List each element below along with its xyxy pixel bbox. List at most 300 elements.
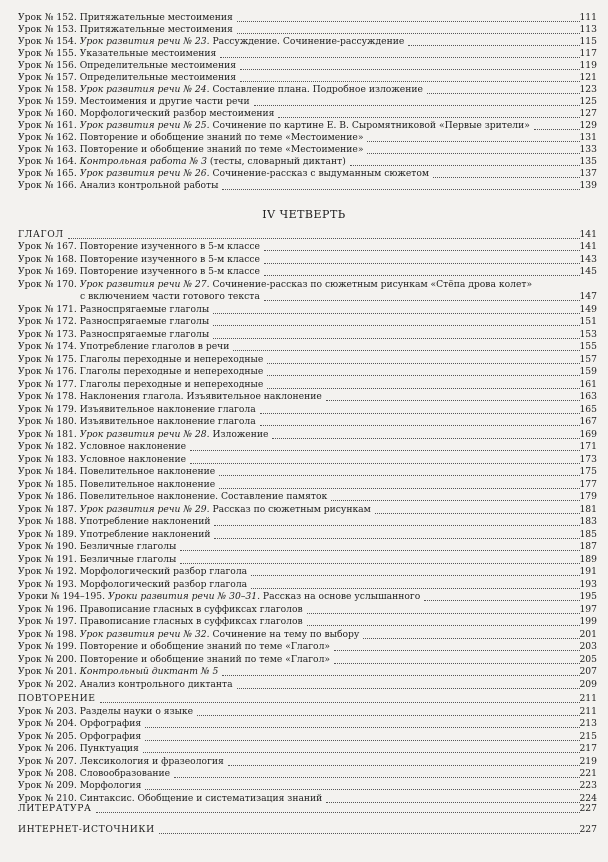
toc-entry-title	[18, 240, 260, 253]
toc-entry[interactable]	[0, 628, 608, 641]
toc-entry-title	[18, 490, 327, 503]
toc-page-number: 155	[579, 341, 597, 352]
toc-entry[interactable]	[0, 503, 608, 516]
toc-page-number: 189	[579, 553, 597, 565]
toc-entry-title	[18, 590, 420, 603]
toc-entry-title	[18, 428, 268, 441]
toc-entry[interactable]	[0, 767, 608, 780]
lesson-number: Урок № 154.	[18, 36, 80, 47]
toc-page-number: 227	[579, 803, 597, 814]
toc-entry-title	[18, 742, 139, 755]
toc-page-number: 135	[579, 156, 597, 167]
lesson-topic: Местоимения и другие части речи	[79, 96, 250, 107]
dot-leader	[408, 45, 580, 46]
toc-page-number: 119	[579, 60, 597, 71]
lesson-number: Урок № 178.	[18, 391, 80, 402]
lesson-number: Урок № 193.	[18, 578, 80, 590]
dot-leader	[237, 21, 580, 22]
toc-header-label: ПОВТОРЕНИЕ	[18, 693, 96, 704]
lesson-topic: Безличные глаголы	[79, 553, 177, 565]
toc-entry-title	[18, 678, 233, 691]
lesson-topic: Рассказ по сюжетным рисункам	[209, 503, 371, 515]
lesson-number: Урок № 203.	[18, 706, 80, 717]
lesson-number: Урок № 156.	[18, 60, 80, 71]
lesson-topic: Глаголы переходные и непереходные	[79, 353, 264, 365]
toc-page-number: 227	[579, 824, 597, 835]
toc-entry[interactable]	[0, 528, 608, 541]
toc-page-number: 175	[579, 466, 597, 477]
toc-page-number: 221	[579, 768, 597, 779]
toc-page-number: 203	[579, 641, 597, 652]
lesson-topic: Наклонения глагола. Изъявительное наклонение	[79, 391, 322, 402]
toc-entry[interactable]	[0, 678, 608, 691]
lesson-number: Урок № 171.	[18, 303, 80, 315]
toc-entry[interactable]	[0, 415, 608, 428]
dot-leader	[240, 81, 580, 82]
dot-leader	[240, 69, 580, 70]
lesson-number: Урок № 163.	[18, 144, 80, 155]
lesson-type: Урок развития речи № 24.	[79, 84, 210, 95]
dot-leader	[264, 300, 580, 301]
toc-header-povtorenie[interactable]	[0, 692, 608, 705]
toc-entry-title	[18, 665, 218, 678]
toc-entry[interactable]	[0, 453, 608, 466]
toc-entry-title	[18, 503, 371, 516]
lesson-type: Урок развития речи № 27.	[79, 278, 210, 290]
toc-page-number: 131	[579, 132, 597, 143]
toc-page-number: 191	[579, 566, 597, 577]
lesson-number: Урок № 205.	[18, 730, 80, 742]
dot-leader	[237, 688, 580, 689]
dot-leader	[326, 400, 580, 401]
toc-entry-title	[18, 767, 170, 780]
toc-entry-title	[18, 278, 532, 291]
lesson-topic: Изъявительное наклонение глагола	[79, 416, 256, 427]
lesson-number: Урок № 157.	[18, 72, 80, 83]
dot-leader	[213, 338, 580, 339]
toc-page-number: 163	[579, 391, 597, 402]
dot-leader	[213, 325, 580, 326]
lesson-topic: с включением части готового текста	[80, 291, 260, 302]
toc-entry[interactable]	[0, 340, 608, 353]
lesson-topic: Разноспрягаемые глаголы	[79, 316, 210, 327]
lesson-topic: Употребление глаголов в речи	[79, 341, 230, 352]
lesson-number: Урок № 170.	[18, 278, 80, 290]
toc-page-number: 193	[579, 578, 597, 590]
toc-entry[interactable]	[0, 478, 608, 491]
toc-page-number: 171	[579, 441, 597, 452]
toc-entry-title	[18, 265, 260, 278]
lesson-number: Урок № 168.	[18, 253, 80, 265]
toc-entry[interactable]	[0, 665, 608, 678]
lesson-number: Урок № 159.	[18, 96, 80, 107]
lesson-topic: Морфология	[79, 780, 142, 792]
lesson-topic: Повторение изученного в 5-м классе	[79, 253, 260, 265]
toc-entry[interactable]	[0, 565, 608, 578]
toc-page-number: 151	[579, 316, 597, 327]
lesson-number: Урок № 153.	[18, 24, 80, 35]
lesson-topic: Сочинение на тему по выбору	[209, 628, 360, 640]
toc-page-number: 159	[579, 366, 597, 377]
dot-leader	[214, 538, 580, 539]
toc-entry-title	[18, 179, 218, 192]
toc-page-number: 147	[579, 291, 597, 302]
lesson-number: Урок № 188.	[18, 516, 80, 527]
lesson-topic: (тесты, словарный диктант)	[207, 156, 346, 167]
toc-entry[interactable]	[0, 253, 608, 266]
toc-header-literatura[interactable]	[0, 802, 608, 815]
lesson-topic: Орфография	[79, 718, 142, 730]
toc-page-number: 137	[579, 168, 597, 179]
toc-page-number: 177	[579, 478, 597, 490]
dot-leader	[251, 575, 580, 576]
toc-page-number: 207	[579, 666, 597, 677]
toc-page-number: 199	[579, 616, 597, 627]
toc-page-number: 181	[579, 503, 597, 515]
toc-entry[interactable]	[0, 240, 608, 253]
lesson-number: Урок № 198.	[18, 628, 80, 640]
lesson-type: Уроки развития речи № 30–31.	[107, 591, 260, 602]
lesson-topic: Употребление наклонений	[79, 516, 211, 527]
toc-entry[interactable]	[0, 615, 608, 628]
lesson-number: Урок № 191.	[18, 553, 80, 565]
toc-entry[interactable]	[0, 278, 608, 291]
dot-leader	[260, 413, 580, 414]
lesson-topic: Морфологический разбор глагола	[79, 566, 248, 577]
lesson-number: Урок № 183.	[18, 453, 80, 465]
toc-entry[interactable]	[0, 265, 608, 278]
toc-entry[interactable]	[0, 365, 608, 378]
dot-leader	[145, 789, 580, 790]
dot-leader	[367, 141, 580, 142]
lesson-topic: Морфологический разбор местоимения	[79, 108, 275, 119]
dot-leader	[427, 93, 580, 94]
dot-leader	[375, 513, 580, 514]
toc-entry[interactable]	[0, 515, 608, 528]
toc-entry[interactable]	[0, 603, 608, 616]
toc-page-number: 153	[579, 328, 597, 340]
toc-entry-title	[18, 353, 263, 366]
toc-page-number: 223	[579, 780, 597, 792]
lesson-number: Урок № 208.	[18, 768, 80, 779]
dot-leader	[267, 375, 580, 376]
dot-leader	[278, 117, 580, 118]
toc-entry[interactable]	[0, 590, 608, 603]
toc-entry-title	[18, 730, 141, 743]
dot-leader	[267, 388, 580, 389]
toc-entry[interactable]	[0, 553, 608, 566]
dot-leader	[145, 727, 580, 728]
lesson-number: Урок № 155.	[18, 48, 80, 59]
toc-entry-title	[18, 415, 256, 428]
lesson-number: Урок № 152.	[18, 12, 80, 23]
lesson-topic: Сочинение по картине Е. В. Сыромятниковой «Первые зрители»	[209, 120, 530, 131]
toc-page-number: 113	[579, 24, 597, 35]
dot-leader	[180, 563, 580, 564]
dot-leader	[145, 740, 580, 741]
toc-entry[interactable]	[0, 578, 608, 591]
lesson-type: Контрольный диктант № 5	[79, 666, 219, 677]
toc-header-label: ИНТЕРНЕТ-ИСТОЧНИКИ	[18, 824, 155, 835]
toc-entry[interactable]	[0, 328, 608, 341]
toc-page-number: 145	[579, 266, 597, 277]
lesson-number: Урок № 204.	[18, 718, 80, 730]
toc-entry-title	[18, 253, 260, 266]
toc-entry[interactable]	[0, 730, 608, 743]
lesson-number: Урок № 179.	[18, 403, 80, 415]
lesson-number: Урок № 207.	[18, 755, 80, 767]
lesson-number: Урок № 158.	[18, 84, 80, 95]
toc-page-number: 111	[579, 12, 597, 23]
toc-entry[interactable]	[0, 490, 608, 503]
lesson-type: Урок развития речи № 26.	[79, 168, 210, 179]
toc-page-number: 165	[579, 403, 597, 415]
dot-leader	[267, 363, 580, 364]
dot-leader	[264, 263, 580, 264]
toc-page-number: 209	[579, 678, 597, 690]
toc-entry-title	[18, 403, 256, 416]
lesson-number: Урок № 172.	[18, 316, 80, 327]
lesson-number: Урок № 175.	[18, 353, 80, 365]
lesson-topic: Разделы науки о языке	[79, 706, 194, 717]
dot-leader	[251, 588, 580, 589]
dot-leader	[143, 752, 580, 753]
dot-leader	[307, 625, 580, 626]
toc-page-number: 167	[579, 416, 597, 427]
dot-leader	[213, 313, 580, 314]
toc-entry-title	[18, 628, 359, 641]
toc-entry[interactable]	[0, 390, 608, 403]
lesson-number: Урок № 202.	[18, 678, 80, 690]
toc-page-number: 123	[579, 84, 597, 95]
lesson-topic: Повелительное наклонение	[79, 466, 216, 477]
toc-entry[interactable]	[0, 353, 608, 366]
toc-entry[interactable]	[0, 428, 608, 441]
toc-entry-title	[18, 653, 330, 666]
toc-entry-title	[18, 465, 215, 478]
dot-leader	[272, 438, 580, 439]
lesson-number: Урок № 190.	[18, 541, 80, 552]
toc-page-number: 169	[579, 428, 597, 440]
dot-leader	[363, 638, 580, 639]
dot-leader	[264, 250, 580, 251]
lesson-topic: Пунктуация	[79, 743, 139, 755]
lesson-topic: Определительные местоимения	[79, 72, 236, 83]
lesson-topic: Разноспрягаемые глаголы	[79, 328, 210, 340]
lesson-topic: Правописание гласных в суффиксах глаголов	[79, 616, 303, 627]
lesson-number: Урок № 173.	[18, 328, 80, 340]
lesson-number: Урок № 162.	[18, 132, 80, 143]
dot-leader	[233, 350, 580, 351]
dot-leader	[222, 189, 580, 190]
toc-entry-title	[18, 340, 229, 353]
dot-leader	[96, 812, 580, 813]
dot-leader	[334, 650, 580, 651]
dot-leader	[180, 550, 580, 551]
toc-entry[interactable]	[0, 465, 608, 478]
dot-leader	[222, 675, 580, 676]
section-title: IV ЧЕТВЕРТЬ	[262, 208, 346, 221]
lesson-topic: Повторение изученного в 5-м классе	[79, 266, 260, 277]
toc-entry[interactable]	[0, 640, 608, 653]
lesson-topic: Условное наклонение	[79, 453, 187, 465]
lesson-number: Урок № 169.	[18, 266, 80, 277]
toc-header-internet[interactable]	[0, 823, 608, 836]
dot-leader	[350, 165, 580, 166]
lesson-topic: Указательные местоимения	[79, 48, 217, 59]
toc-entry[interactable]	[0, 403, 608, 416]
lesson-topic: Определительные местоимения	[79, 60, 236, 71]
lesson-topic: Составление плана. Подробное изложение	[209, 84, 423, 95]
lesson-topic: Повторение и обобщение знаний по теме «Глагол»	[79, 653, 331, 665]
lesson-topic: Синтаксис. Обобщение и систематизация знаний	[79, 792, 323, 804]
toc-entry-title	[18, 717, 141, 730]
lesson-topic: Повелительное наклонение. Составление памяток	[79, 491, 328, 502]
lesson-number: Урок № 167.	[18, 241, 80, 252]
lesson-number: Урок № 182.	[18, 441, 80, 452]
toc-entry[interactable]	[0, 303, 608, 316]
dot-leader	[237, 33, 580, 34]
lesson-number: Урок № 176.	[18, 366, 80, 377]
toc-entry-title	[80, 290, 260, 303]
lesson-type: Урок развития речи № 25.	[79, 120, 210, 131]
toc-entry[interactable]	[0, 290, 608, 303]
lesson-number: Урок № 186.	[18, 491, 80, 502]
lesson-number: Урок № 199.	[18, 641, 80, 652]
lesson-number: Урок № 210.	[18, 792, 80, 804]
toc-entry-title	[18, 578, 247, 591]
toc-page-number: 219	[579, 755, 597, 767]
lesson-number: Урок № 180.	[18, 416, 80, 427]
toc-entry-title	[18, 328, 209, 341]
lesson-number: Урок № 177.	[18, 378, 80, 390]
lesson-type: Урок развития речи № 32.	[79, 628, 210, 640]
lesson-topic: Словообразование	[79, 768, 171, 779]
toc-entry[interactable]	[0, 378, 608, 391]
dot-leader	[264, 275, 580, 276]
lesson-number: Урок № 196.	[18, 603, 80, 615]
toc-page-number: 211	[579, 706, 597, 717]
lesson-number: Урок № 161.	[18, 120, 80, 131]
lesson-topic: Анализ контрольного диктанта	[79, 678, 233, 690]
dot-leader	[190, 463, 580, 464]
toc-entry[interactable]	[0, 717, 608, 730]
toc-page-number: 173	[579, 453, 597, 465]
lesson-number: Урок № 184.	[18, 466, 80, 477]
toc-entry-title	[18, 553, 176, 566]
lesson-topic: Изъявительное наклонение глагола	[79, 403, 256, 415]
lesson-topic: Глаголы переходные и непереходные	[79, 366, 264, 377]
toc-entry[interactable]	[0, 779, 608, 792]
dot-leader	[424, 600, 580, 601]
lesson-topic: Правописание гласных в суффиксах глаголов	[79, 603, 303, 615]
lesson-number: Урок № 181.	[18, 428, 80, 440]
toc-entry-title	[18, 528, 210, 541]
lesson-topic: Разноспрягаемые глаголы	[79, 303, 210, 315]
dot-leader	[174, 777, 580, 778]
lesson-type: Урок развития речи № 23.	[79, 36, 210, 47]
lesson-number: Урок № 185.	[18, 478, 80, 490]
dot-leader	[367, 153, 580, 154]
toc-entry-title	[18, 615, 303, 628]
toc-entry[interactable]	[0, 179, 608, 192]
toc-page-number: 213	[579, 718, 597, 730]
lesson-topic: Изложение	[209, 428, 269, 440]
toc-entry[interactable]	[0, 540, 608, 553]
toc-page-number: 205	[579, 653, 597, 665]
toc-entry-title	[18, 705, 193, 718]
lesson-topic: Анализ контрольной работы	[79, 180, 219, 191]
lesson-topic: Глаголы переходные и непереходные	[79, 378, 264, 390]
lesson-topic: Условное наклонение	[79, 441, 187, 452]
toc-page-number: 224	[579, 792, 597, 804]
toc-entry[interactable]	[0, 742, 608, 755]
toc-page-number: 201	[579, 628, 597, 640]
dot-leader	[219, 475, 580, 476]
toc-entry-title	[18, 755, 224, 768]
lesson-number: Урок № 200.	[18, 653, 80, 665]
lesson-topic: Рассказ на основе услышанного	[260, 591, 421, 602]
toc-page-number: 133	[579, 144, 597, 155]
toc-entry[interactable]	[0, 315, 608, 328]
lesson-topic: Повторение и обобщение знаний по теме «Местоимение»	[79, 132, 364, 143]
toc-page-number: 129	[579, 120, 597, 131]
toc-entry[interactable]	[0, 653, 608, 666]
dot-leader	[307, 613, 580, 614]
lesson-number: Урок № 209.	[18, 780, 80, 792]
toc-entry[interactable]	[0, 705, 608, 718]
lesson-type: Урок развития речи № 29.	[79, 503, 210, 515]
dot-leader	[220, 57, 580, 58]
lesson-type: Контрольная работа № 3	[79, 156, 207, 167]
dot-leader	[100, 702, 580, 703]
toc-entry-title	[18, 478, 215, 491]
toc-entry-title	[18, 303, 209, 316]
toc-entry-title	[18, 640, 330, 653]
dot-leader	[219, 488, 580, 489]
toc-page-number: 115	[579, 36, 597, 47]
lesson-topic: Повторение и обобщение знаний по теме «Глагол»	[79, 641, 331, 652]
dot-leader	[214, 525, 580, 526]
toc-page-number: 161	[579, 378, 597, 390]
lesson-topic: Лексикология и фразеология	[79, 755, 224, 767]
lesson-number: Урок № 166.	[18, 180, 80, 191]
toc-page-number: 143	[579, 253, 597, 265]
toc-entry[interactable]	[0, 755, 608, 768]
lesson-number: Урок № 187.	[18, 503, 80, 515]
lesson-number: Урок № 165.	[18, 168, 80, 179]
toc-page-number: 139	[579, 180, 597, 191]
toc-page-number: 187	[579, 541, 597, 552]
toc-page-number: 215	[579, 730, 597, 742]
toc-entry-title	[18, 440, 186, 453]
dot-leader	[260, 425, 580, 426]
toc-entry-title	[18, 365, 263, 378]
lesson-number: Урок № 197.	[18, 616, 80, 627]
lesson-topic: Притяжательные местоимения	[79, 12, 233, 23]
toc-page-number: 127	[579, 108, 597, 119]
dot-leader	[334, 663, 580, 664]
dot-leader	[228, 765, 580, 766]
toc-entry-title	[18, 603, 303, 616]
toc-page-number: 141	[579, 229, 597, 240]
toc-page-number: 125	[579, 96, 597, 107]
toc-entry[interactable]	[0, 440, 608, 453]
dot-leader	[197, 715, 580, 716]
toc-entry-title	[18, 779, 141, 792]
toc-entry-title	[18, 565, 247, 578]
lesson-number: Урок № 201.	[18, 666, 80, 677]
